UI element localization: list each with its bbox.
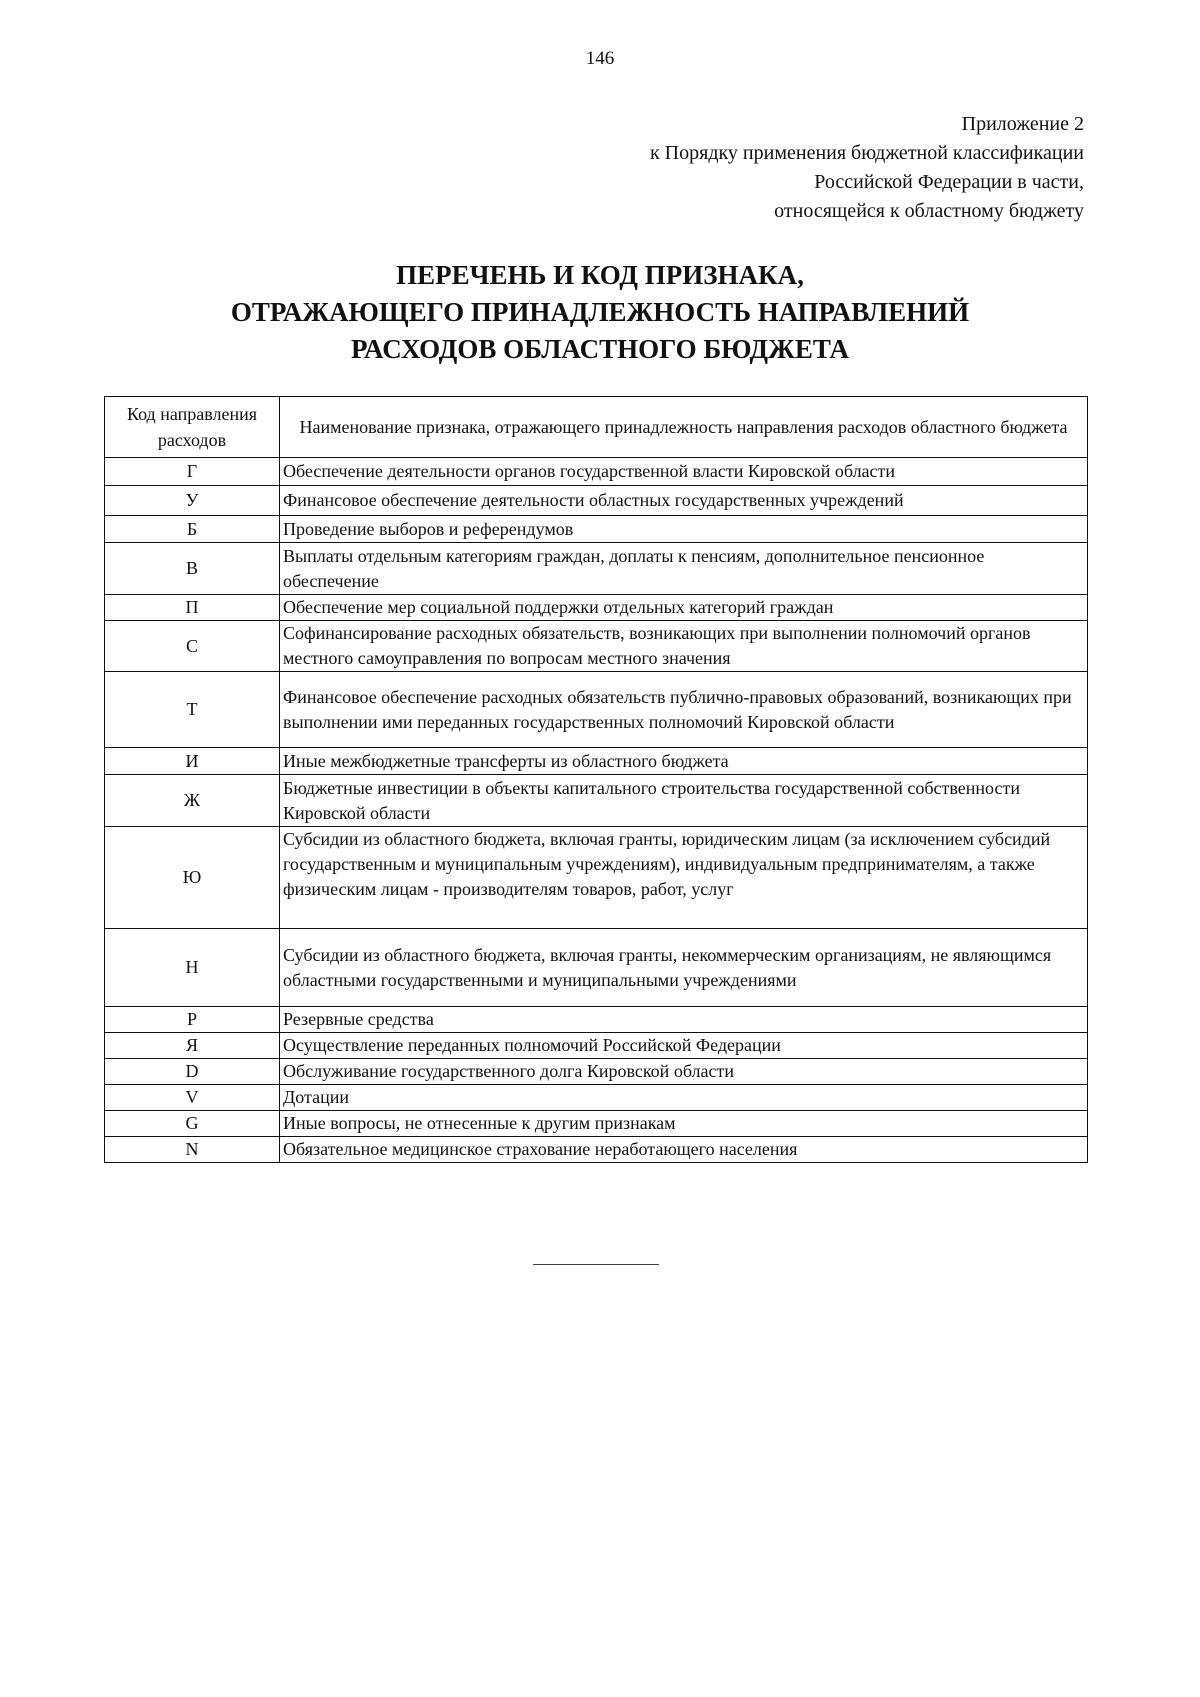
- table-row: [105, 775, 1088, 827]
- row-name: Резервные средства: [280, 1007, 1088, 1033]
- table-row: [105, 1137, 1088, 1163]
- title-line: ОТРАЖАЮЩЕГО ПРИНАДЛЕЖНОСТЬ НАПРАВЛЕНИЙ: [230, 297, 970, 327]
- document-title: [0, 257, 1200, 368]
- appendix-line: к Порядку применения бюджетной классификации: [649, 142, 1084, 164]
- table-row: [105, 1085, 1088, 1111]
- row-name: Дотации: [280, 1085, 1088, 1111]
- appendix-line: Российской Федерации в части,: [814, 171, 1084, 193]
- row-code: D: [105, 1059, 280, 1085]
- row-name: Обязательное медицинское страхование неработающего населения: [280, 1137, 1088, 1163]
- row-code: С: [105, 621, 280, 672]
- row-code: Р: [105, 1007, 280, 1033]
- table-row: [105, 748, 1088, 775]
- appendix-reference: [650, 110, 1084, 226]
- table-row: [105, 595, 1088, 621]
- footer-divider: [533, 1264, 659, 1265]
- table-row: [105, 672, 1088, 748]
- table-row: [105, 827, 1088, 929]
- table-row: [105, 1111, 1088, 1137]
- expense-code-table: [104, 396, 1088, 1163]
- row-code: Ж: [105, 775, 280, 827]
- row-name: Выплаты отдельным категориям граждан, доплаты к пенсиям, дополнительное пенсионное обеспечение: [280, 543, 1088, 595]
- row-code: В: [105, 543, 280, 595]
- row-code: Б: [105, 516, 280, 543]
- appendix-line: Приложение 2: [961, 113, 1084, 135]
- row-name: Обеспечение деятельности органов государственной власти Кировской области: [280, 458, 1088, 486]
- row-name: Субсидии из областного бюджета, включая гранты, юридическим лицам (за исключением субсидий государственным и муниципальным учреждениям), индивидуальным предпринимателям, а также физическим лицам - производителям товаров, работ, услуг: [280, 827, 1088, 929]
- row-code: N: [105, 1137, 280, 1163]
- row-name: Иные вопросы, не отнесенные к другим признакам: [280, 1111, 1088, 1137]
- table-header-row: [105, 397, 1088, 458]
- row-code: G: [105, 1111, 280, 1137]
- row-name: Субсидии из областного бюджета, включая гранты, некоммерческим организациям, не являющимся областными государственными и муниципальными учреждениями: [280, 929, 1088, 1007]
- table-row: [105, 543, 1088, 595]
- table-row: [105, 1059, 1088, 1085]
- row-code: Ю: [105, 827, 280, 929]
- row-code: Т: [105, 672, 280, 748]
- row-name: Финансовое обеспечение деятельности областных государственных учреждений: [280, 486, 1088, 516]
- row-code: Г: [105, 458, 280, 486]
- appendix-line: относящейся к областному бюджету: [774, 200, 1084, 222]
- title-line: РАСХОДОВ ОБЛАСТНОГО БЮДЖЕТА: [351, 334, 849, 364]
- row-code: П: [105, 595, 280, 621]
- row-code: Я: [105, 1033, 280, 1059]
- row-name: Финансовое обеспечение расходных обязательств публично-правовых образований, возникающих при выполнении ими переданных государственных полномочий Кировской области: [280, 672, 1088, 748]
- row-name: Обслуживание государственного долга Кировской области: [280, 1059, 1088, 1085]
- title-line: ПЕРЕЧЕНЬ И КОД ПРИЗНАКА,: [396, 260, 804, 290]
- row-name: Иные межбюджетные трансферты из областного бюджета: [280, 748, 1088, 775]
- header-code: Код направления расходов: [105, 397, 280, 458]
- row-name: Бюджетные инвестиции в объекты капитального строительства государственной собственности Кировской области: [280, 775, 1088, 827]
- page-number: 146: [585, 48, 615, 69]
- row-name: Осуществление переданных полномочий Российской Федерации: [280, 1033, 1088, 1059]
- row-name: Софинансирование расходных обязательств, возникающих при выполнении полномочий органов местного самоуправления по вопросам местного значения: [280, 621, 1088, 672]
- row-code: V: [105, 1085, 280, 1111]
- header-name: Наименование признака, отражающего принадлежность направления расходов областного бюджета: [280, 397, 1088, 458]
- table-row: [105, 458, 1088, 486]
- row-code: И: [105, 748, 280, 775]
- row-name: Обеспечение мер социальной поддержки отдельных категорий граждан: [280, 595, 1088, 621]
- row-name: Проведение выборов и референдумов: [280, 516, 1088, 543]
- table-row: [105, 621, 1088, 672]
- table-row: [105, 486, 1088, 516]
- row-code: Н: [105, 929, 280, 1007]
- table-row: [105, 929, 1088, 1007]
- table-row: [105, 1033, 1088, 1059]
- table-row: [105, 1007, 1088, 1033]
- table-row: [105, 516, 1088, 543]
- row-code: У: [105, 486, 280, 516]
